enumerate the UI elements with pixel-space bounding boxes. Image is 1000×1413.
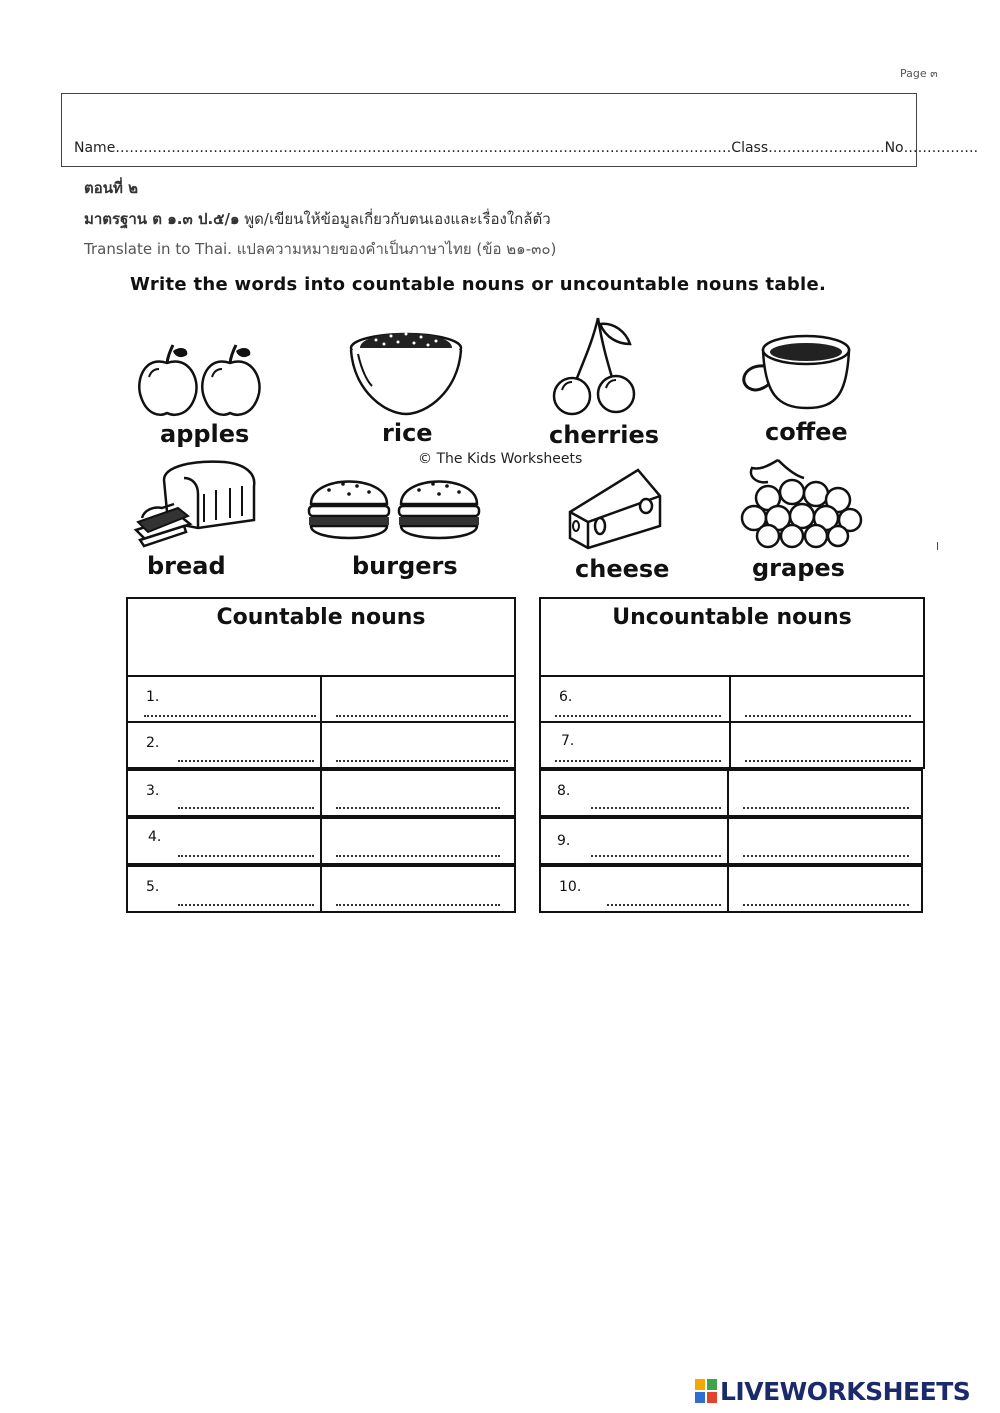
answer-cell-5-thai[interactable] (320, 865, 516, 913)
grapes-picture (738, 456, 863, 551)
answer-line (745, 760, 911, 762)
answer-line (336, 760, 508, 762)
answer-line (178, 807, 314, 809)
word-bread: bread (147, 552, 226, 580)
item-number: 10. (559, 879, 582, 895)
answer-line (555, 760, 721, 762)
answer-cell-10-word[interactable] (539, 865, 729, 913)
answer-cell-7-thai[interactable] (729, 721, 925, 769)
answer-line (743, 807, 909, 809)
rice-picture (346, 322, 466, 417)
image-copyright: © The Kids Worksheets (418, 451, 583, 467)
word-apples: apples (160, 420, 250, 448)
answer-cell-2-word[interactable] (126, 721, 322, 769)
uncountable-answer-rows (539, 675, 925, 913)
answer-cell-8-thai[interactable] (727, 769, 923, 817)
answer-line (336, 904, 500, 906)
standard-description: พูด/เขียนให้ข้อมูลเกี่ยวกับตนเองและเรื่องใกล้ตัว (239, 210, 551, 228)
liveworksheets-logo[interactable] (695, 1377, 970, 1406)
exercise-instruction: Write the words into countable nouns or uncountable nouns table. (130, 274, 827, 295)
word-cherries: cherries (549, 421, 660, 449)
word-rice: rice (382, 419, 433, 447)
answer-line (555, 715, 721, 717)
name-class-no-line: Name……………………………………………………………………………………………………………………Class…………………….No……………. (74, 140, 979, 156)
answer-line (178, 904, 314, 906)
standard-line (84, 207, 551, 231)
answer-cell-8-word[interactable] (539, 769, 729, 817)
logo-text: LIVEWORKSHEETS (720, 1377, 971, 1406)
answer-cell-4-thai[interactable] (320, 817, 516, 865)
answer-line (607, 904, 721, 906)
margin-mark: l (936, 540, 940, 553)
answer-cell-9-word[interactable] (539, 817, 729, 865)
uncountable-header-box (539, 597, 925, 677)
cheese-picture (566, 466, 666, 551)
answer-cell-4-word[interactable] (126, 817, 322, 865)
item-number: 4. (148, 829, 162, 845)
standard-code: มาตรฐาน ต ๑.๓ ป.๕/๑ (84, 210, 240, 228)
answer-cell-2-thai[interactable] (320, 721, 516, 769)
translate-instruction: Translate in to Thai. แปลความหมายของคำเป็นภาษาไทย (ข้อ ๒๑-๓๐) (84, 240, 557, 258)
word-cheese: cheese (575, 555, 670, 583)
answer-cell-1-word[interactable] (126, 675, 322, 723)
answer-cell-3-thai[interactable] (320, 769, 516, 817)
answer-line (336, 807, 500, 809)
countable-title: Countable nouns (216, 605, 426, 630)
answer-line (336, 855, 500, 857)
answer-line (745, 715, 911, 717)
page-number: Page ๓ (900, 67, 938, 80)
countable-header-box (126, 597, 516, 677)
answer-line (178, 855, 314, 857)
cherries-picture (552, 314, 642, 419)
answer-line (591, 807, 721, 809)
answer-line (144, 715, 316, 717)
answer-line (591, 855, 721, 857)
word-grapes: grapes (752, 554, 845, 582)
item-number: 8. (557, 783, 571, 799)
answer-cell-9-thai[interactable] (727, 817, 923, 865)
bread-picture (134, 460, 259, 550)
answer-line (336, 715, 508, 717)
answer-cell-5-word[interactable] (126, 865, 322, 913)
answer-cell-6-thai[interactable] (729, 675, 925, 723)
coffee-picture (737, 328, 857, 413)
countable-answer-rows (126, 675, 516, 913)
item-number: 9. (557, 833, 571, 849)
answer-line (743, 855, 909, 857)
answer-cell-1-thai[interactable] (320, 675, 516, 723)
answer-cell-10-thai[interactable] (727, 865, 923, 913)
item-number: 6. (559, 689, 573, 705)
answer-line (743, 904, 909, 906)
burgers-picture (307, 466, 482, 551)
answer-cell-6-word[interactable] (539, 675, 731, 723)
word-coffee: coffee (765, 418, 848, 446)
uncountable-title: Uncountable nouns (612, 605, 852, 630)
item-number: 1. (146, 689, 160, 705)
item-number: 7. (561, 733, 575, 749)
item-number: 3. (146, 783, 160, 799)
item-number: 5. (146, 879, 160, 895)
liveworksheets-badge-icon (695, 1379, 717, 1403)
answer-cell-7-word[interactable] (539, 721, 731, 769)
answer-cell-3-word[interactable] (126, 769, 322, 817)
part-heading: ตอนที่ ๒ (84, 179, 139, 197)
apples-picture (135, 345, 265, 420)
item-number: 2. (146, 735, 160, 751)
answer-line (178, 760, 314, 762)
word-burgers: burgers (352, 552, 458, 580)
